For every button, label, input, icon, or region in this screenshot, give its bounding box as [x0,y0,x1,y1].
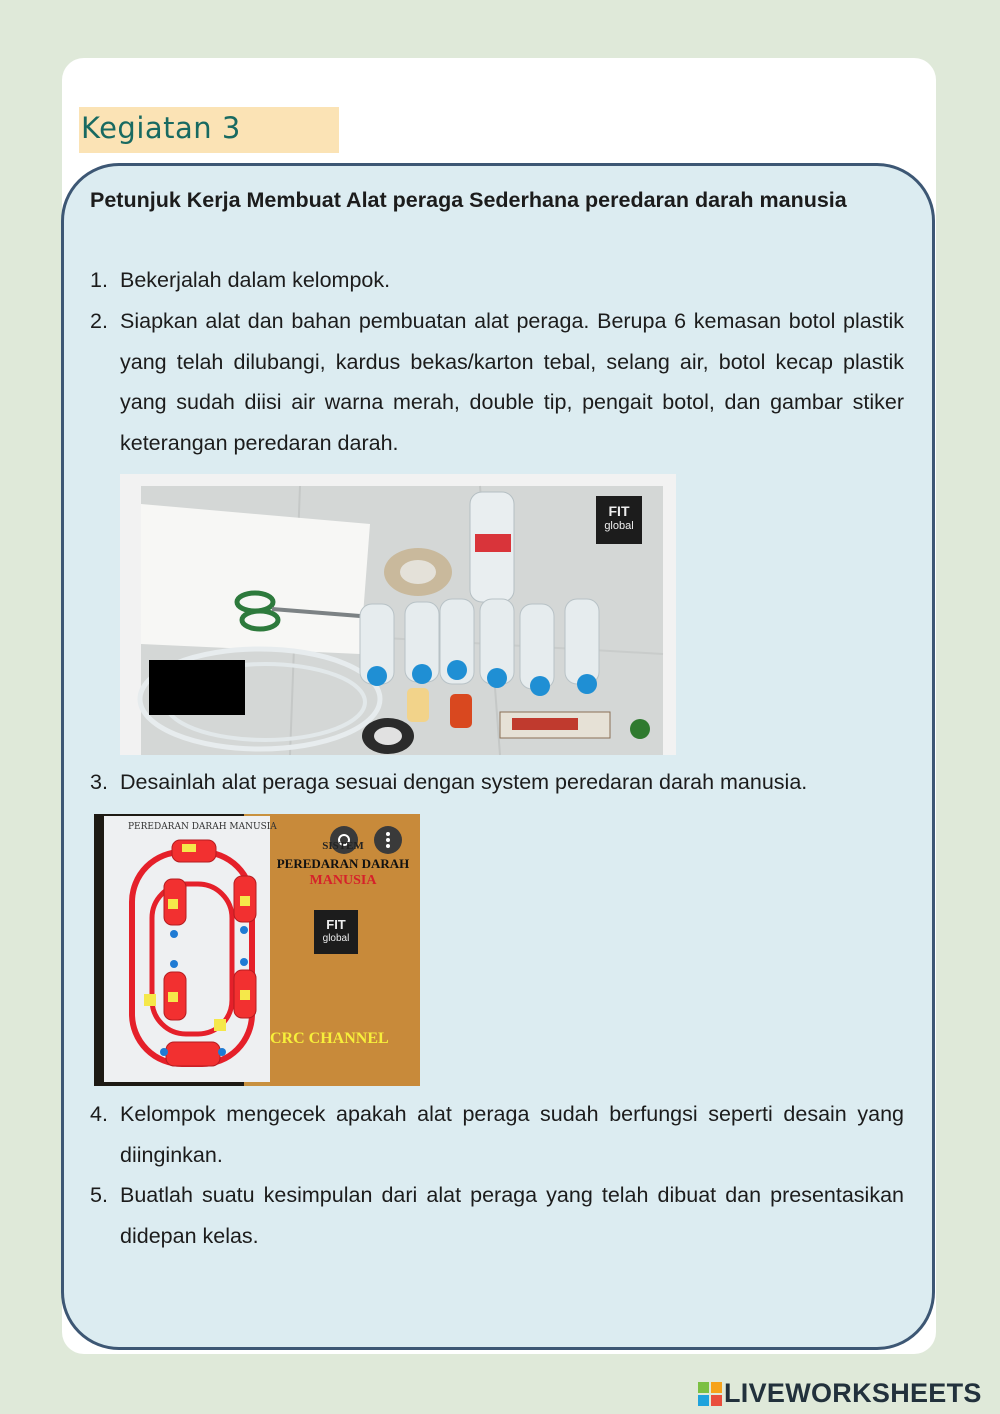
materials-photo [120,474,676,755]
step-text: Siapkan alat dan bahan pembuatan alat peraga. Berupa 6 kemasan botol plastik yang telah dilubangi, kardus bekas/karton tebal, selang air, botol kecap plastik yang sudah diisi air warna merah, double tip, pengait botol, dan gambar stiker keterangan peredaran darah. [120,309,904,455]
step-text: Kelompok mengecek apakah alat peraga sudah berfungsi seperti desain yang diinginkan. [120,1102,904,1167]
step-number: 2. [90,309,108,333]
watermark-logo [596,504,642,534]
watermark-logo [314,918,358,946]
model-photo [94,814,420,1086]
model-title-line3: MANUSIA [309,873,377,888]
list-item [90,301,904,463]
watermark-line2: global [322,933,350,944]
model-title-line1: SISTEM [322,840,364,852]
step-text: Buatlah suatu kesimpulan dari alat peraga yang telah dibuat dan presentasikan didepan kelas. [120,1183,904,1248]
watermark-line1: FIT [326,917,346,932]
step-text: Desainlah alat peraga sesuai dengan system peredaran darah manusia. [120,770,808,794]
watermark-line1: FIT [608,503,630,519]
activity-heading: Kegiatan 3 [79,107,339,153]
board-label: PEREDARAN DARAH MANUSIA [128,822,277,832]
list-item [90,1175,904,1256]
list-item [90,762,904,803]
step-number: 4. [90,1102,108,1126]
liveworksheets-brand[interactable] [696,1378,996,1410]
list-item [90,260,904,301]
model-title-line2: PEREDARAN DARAH [276,856,410,871]
list-item [90,1094,904,1175]
watermark-line2: global [604,520,634,532]
step-number: 1. [90,268,108,292]
channel-label: CRC CHANNEL [270,1030,389,1047]
step-number: 3. [90,770,108,794]
model-title [270,838,416,889]
liveworksheets-logo-icon [698,1382,722,1406]
step-number: 5. [90,1183,108,1207]
brand-name: LIVEWORKSHEETS [724,1378,982,1408]
instructions-title: Petunjuk Kerja Membuat Alat peraga Sederhana peredaran darah manusia [90,188,847,212]
step-text: Bekerjalah dalam kelompok. [120,268,391,292]
